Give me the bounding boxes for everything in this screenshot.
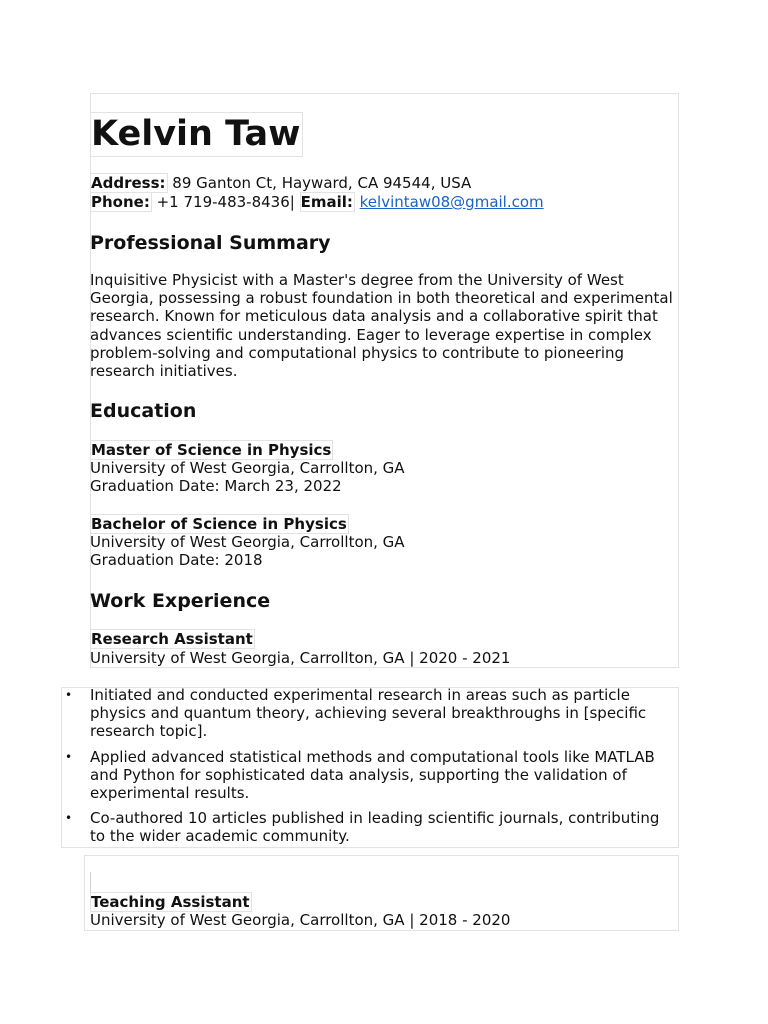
text-cursor [90,872,91,892]
phone-label: Phone: [91,193,150,211]
email-label: Email: [300,193,353,211]
school-line: University of West Georgia, Carrollton, GA [90,533,405,551]
address-value: 89 Ganton Ct, Hayward, CA 94544, USA [172,174,472,192]
job-bullets [90,686,675,853]
summary-heading: Professional Summary [90,232,331,254]
phone-email-line [90,193,544,211]
address-label: Address: [91,174,166,192]
list-item: • Initiated and conducted experimental research in areas such as particle physics and quantum theory, achieving several breakthroughs in [specific research topic]. [90,686,675,741]
job-place: University of West Georgia, Carrollton, GA | 2020 - 2021 [90,649,511,667]
degree-title: Master of Science in Physics [91,441,332,459]
list-item: • Co-authored 10 articles published in leading scientific journals, contributing to the wider academic community. [90,809,675,845]
email-link[interactable]: kelvintaw08@gmail.com [359,193,544,211]
address-line [90,174,471,192]
degree-title: Bachelor of Science in Physics [91,515,347,533]
list-item: • Applied advanced statistical methods and computational tools like MATLAB and Python for sophisticated data analysis, supporting the validation of experimental results. [90,748,675,803]
resume-name: Kelvin Taw [90,112,303,157]
job-place: University of West Georgia, Carrollton, GA | 2018 - 2020 [90,911,511,929]
job-title: Teaching Assistant [91,893,250,911]
education-heading: Education [90,400,197,422]
summary-text: Inquisitive Physicist with a Master's degree from the University of West Georgia, possessing a robust foundation in both theoretical and experimental research. Known for meticulous data analysis and a collaborative spirit that advances scientific understanding. Eager to leverage expertise in complex problem-solving and computational physics to contribute to pioneering research initiatives. [90,271,673,381]
experience-heading: Work Experience [90,590,271,612]
school-line: University of West Georgia, Carrollton, GA [90,459,405,477]
job-title: Research Assistant [91,630,253,648]
phone-value: +1 719-483-8436| [156,193,295,211]
graduation-date: Graduation Date: 2018 [90,551,263,569]
graduation-date: Graduation Date: March 23, 2022 [90,477,342,495]
